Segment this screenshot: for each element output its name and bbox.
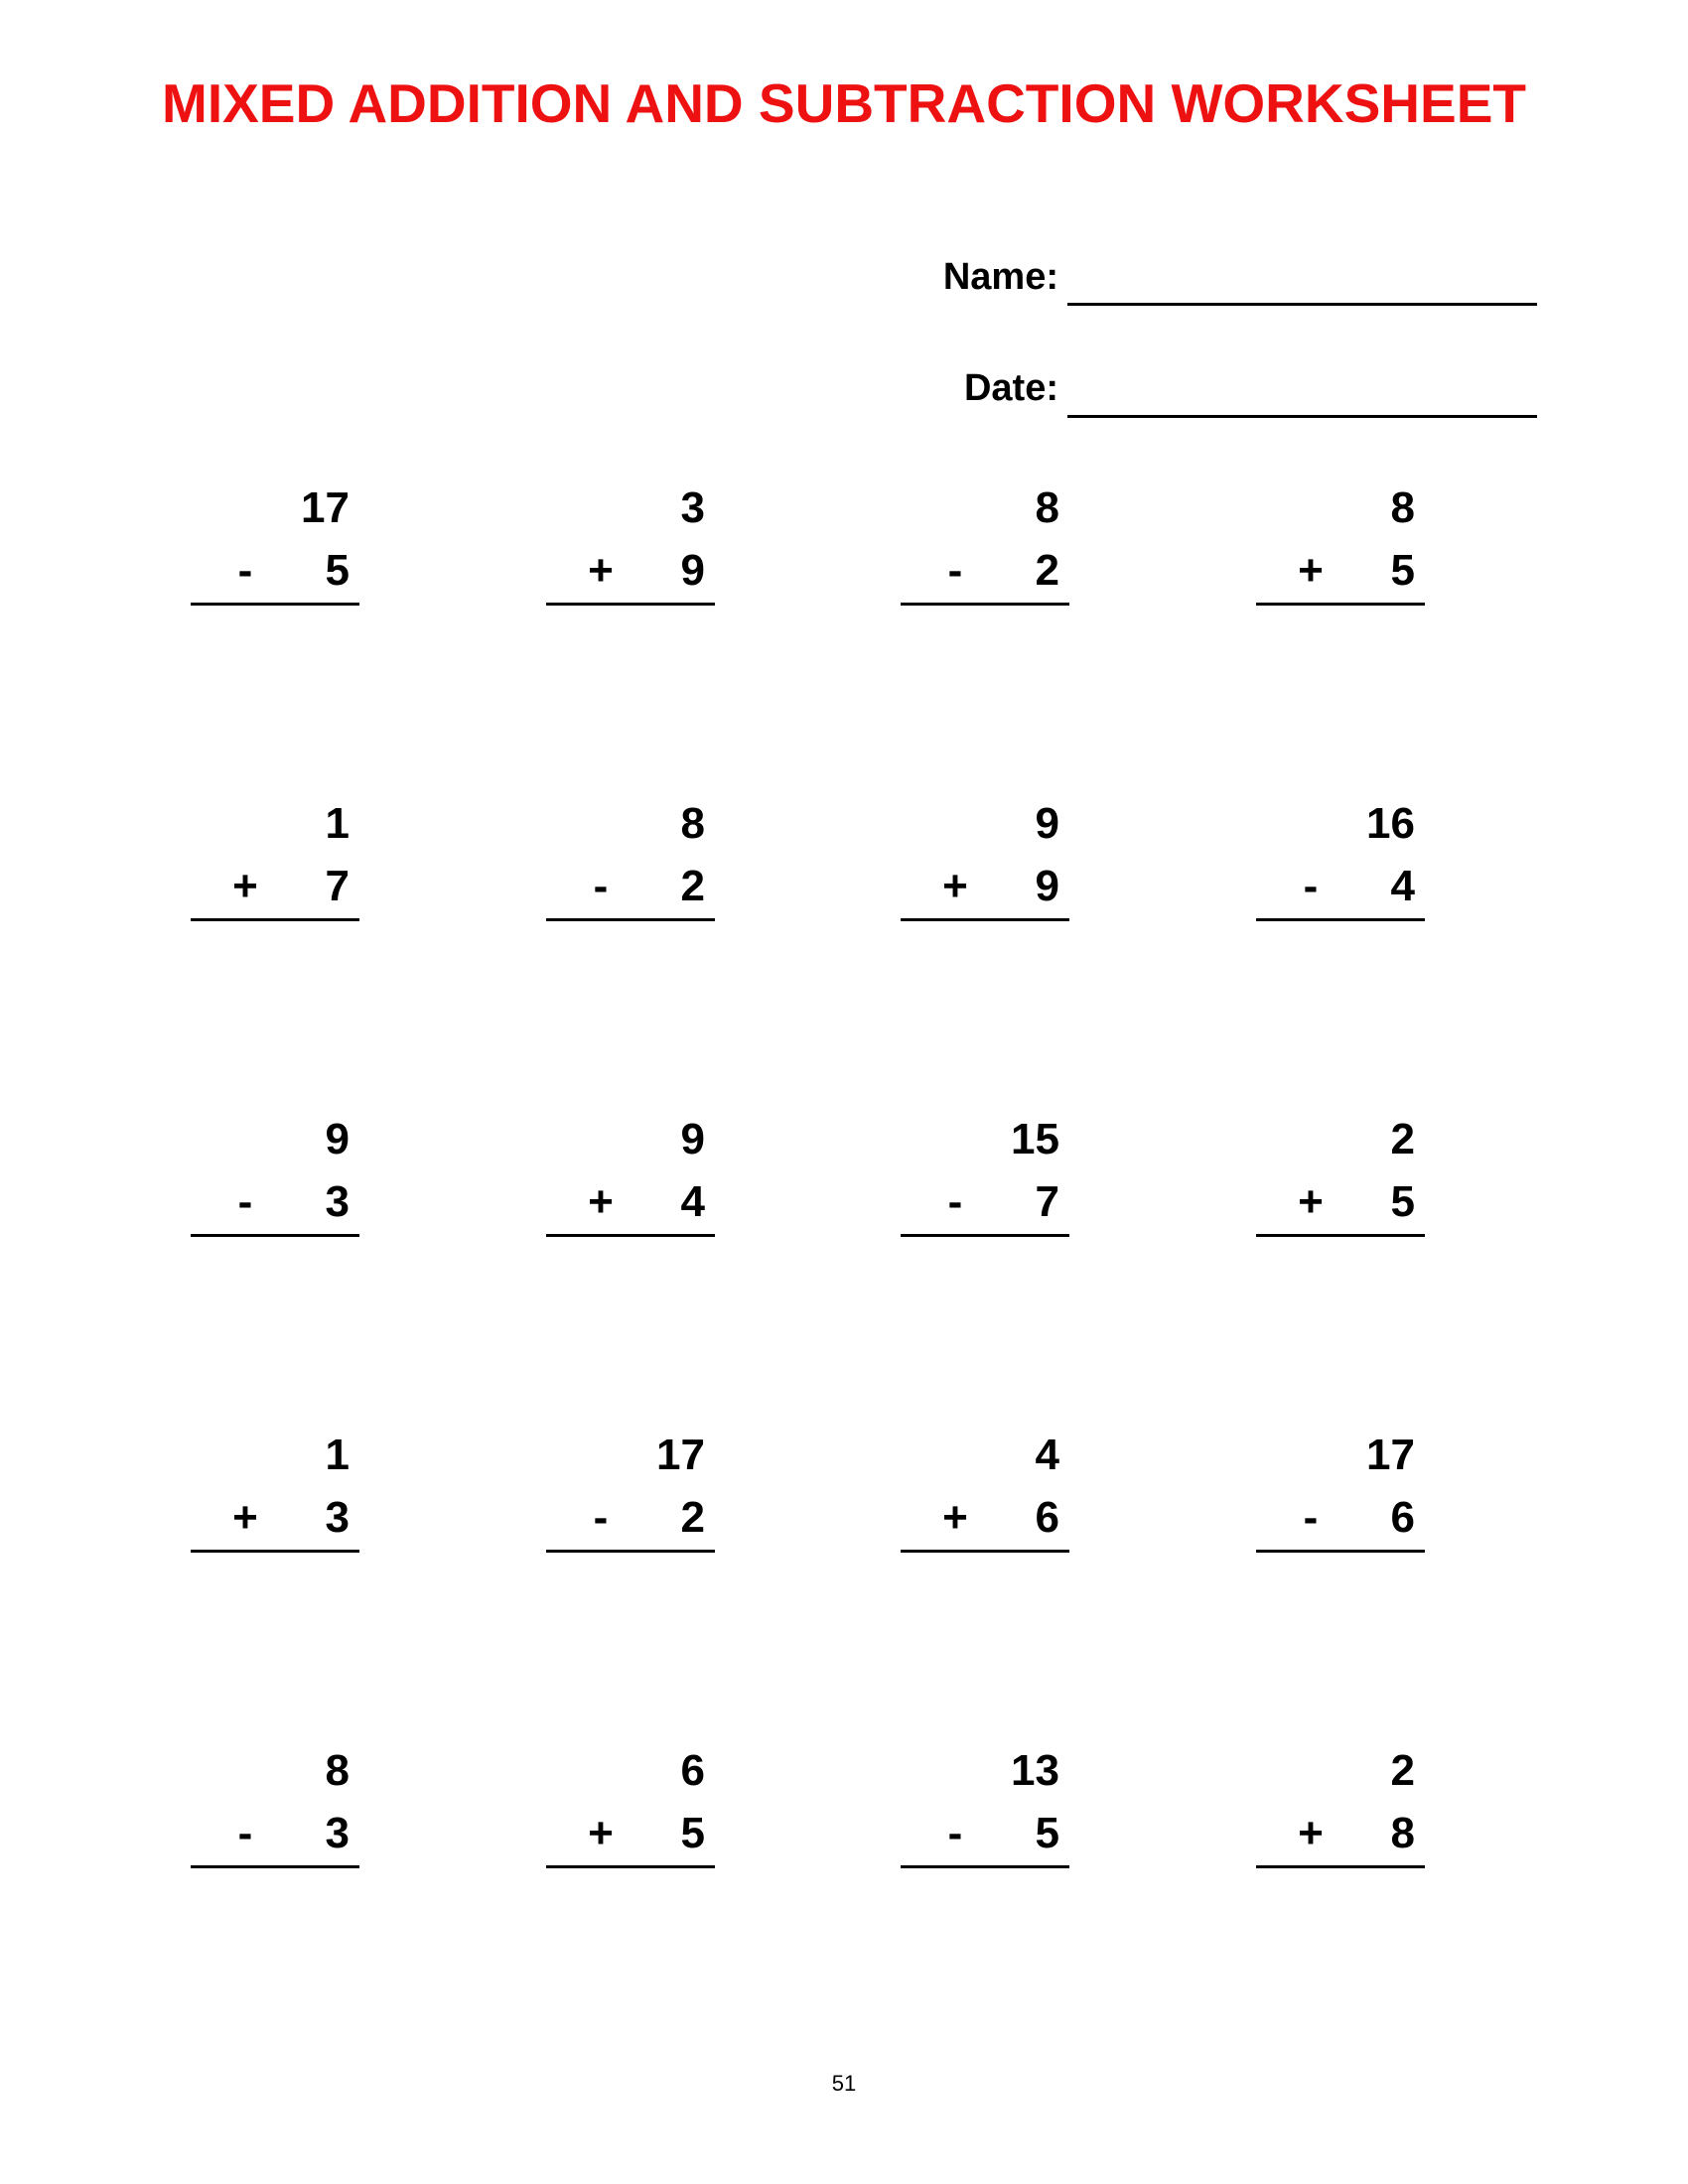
- bottom-number: 2: [1035, 546, 1059, 595]
- bottom-number: 7: [1035, 1177, 1059, 1226]
- answer-line[interactable]: [901, 603, 1069, 606]
- bottom-number: 4: [1390, 862, 1415, 910]
- answer-line[interactable]: [191, 1865, 359, 1868]
- top-number: 2: [1390, 1746, 1415, 1795]
- bottom-number: 5: [325, 546, 350, 595]
- bottom-number: 8: [1390, 1809, 1415, 1857]
- name-label: Name:: [942, 256, 1058, 298]
- problem-4: [1256, 483, 1425, 606]
- top-number: 13: [1011, 1746, 1059, 1795]
- operator: -: [593, 1493, 609, 1542]
- answer-line[interactable]: [901, 1550, 1069, 1553]
- answer-line[interactable]: [191, 603, 359, 606]
- date-field-line[interactable]: [1067, 415, 1537, 418]
- top-number: 8: [680, 799, 705, 848]
- bottom-number: 6: [1035, 1493, 1059, 1542]
- operator: +: [942, 1493, 968, 1542]
- bottom-number: 5: [1390, 1177, 1415, 1226]
- problem-14: [546, 1433, 715, 1553]
- bottom-number: 9: [1035, 862, 1059, 910]
- operator: -: [237, 546, 253, 595]
- bottom-number: 6: [1390, 1493, 1415, 1542]
- problem-15: [901, 1433, 1069, 1553]
- operator: +: [232, 1493, 258, 1542]
- problem-19: [901, 1746, 1069, 1868]
- operator: -: [947, 1177, 963, 1226]
- answer-line[interactable]: [901, 1234, 1069, 1237]
- problem-2: [546, 483, 715, 606]
- operator: +: [232, 862, 258, 910]
- answer-line[interactable]: [191, 1550, 359, 1553]
- top-number: 6: [680, 1746, 705, 1795]
- operator: -: [1303, 862, 1319, 910]
- bottom-number: 7: [325, 862, 350, 910]
- bottom-number: 3: [325, 1809, 350, 1857]
- problem-6: [546, 799, 715, 921]
- answer-line[interactable]: [546, 1234, 715, 1237]
- operator: -: [947, 1809, 963, 1857]
- answer-line[interactable]: [191, 918, 359, 921]
- top-number: 8: [325, 1746, 350, 1795]
- problem-13: [191, 1433, 359, 1553]
- top-number: 17: [301, 483, 350, 532]
- top-number: 16: [1366, 799, 1415, 848]
- date-label: Date:: [963, 367, 1058, 409]
- problem-7: [901, 799, 1069, 921]
- top-number: 1: [325, 1431, 350, 1479]
- top-number: 9: [680, 1115, 705, 1163]
- bottom-number: 5: [1390, 546, 1415, 595]
- problem-9: [191, 1115, 359, 1237]
- problem-18: [546, 1746, 715, 1868]
- answer-line[interactable]: [1256, 918, 1425, 921]
- answer-line[interactable]: [546, 918, 715, 921]
- operator: +: [942, 862, 968, 910]
- problem-8: [1256, 799, 1425, 921]
- bottom-number: 4: [680, 1177, 705, 1226]
- answer-line[interactable]: [1256, 1550, 1425, 1553]
- answer-line[interactable]: [901, 1865, 1069, 1868]
- bottom-number: 5: [680, 1809, 705, 1857]
- answer-line[interactable]: [1256, 1865, 1425, 1868]
- top-number: 1: [325, 799, 350, 848]
- problem-3: [901, 483, 1069, 606]
- answer-line[interactable]: [546, 603, 715, 606]
- bottom-number: 2: [680, 862, 705, 910]
- operator: -: [237, 1809, 253, 1857]
- problem-17: [191, 1746, 359, 1868]
- top-number: 3: [680, 483, 705, 532]
- top-number: 9: [1035, 799, 1059, 848]
- operator: +: [588, 1809, 614, 1857]
- worksheet-title: MIXED ADDITION AND SUBTRACTION WORKSHEET: [162, 72, 1526, 134]
- problem-5: [191, 799, 359, 921]
- answer-line[interactable]: [901, 918, 1069, 921]
- page-number: 51: [831, 2071, 857, 2096]
- top-number: 17: [656, 1431, 705, 1479]
- operator: +: [1298, 1809, 1324, 1857]
- bottom-number: 2: [680, 1493, 705, 1542]
- name-field-line[interactable]: [1067, 303, 1537, 306]
- operator: -: [947, 546, 963, 595]
- problem-10: [546, 1115, 715, 1237]
- operator: -: [237, 1177, 253, 1226]
- top-number: 15: [1011, 1115, 1059, 1163]
- top-number: 8: [1035, 483, 1059, 532]
- problem-16: [1256, 1433, 1425, 1553]
- problem-12: [1256, 1115, 1425, 1237]
- bottom-number: 3: [325, 1177, 350, 1226]
- bottom-number: 9: [680, 546, 705, 595]
- top-number: 4: [1035, 1431, 1059, 1479]
- problem-1: [191, 483, 359, 606]
- top-number: 17: [1366, 1431, 1415, 1479]
- top-number: 2: [1390, 1115, 1415, 1163]
- operator: +: [1298, 546, 1324, 595]
- bottom-number: 3: [325, 1493, 350, 1542]
- answer-line[interactable]: [1256, 1234, 1425, 1237]
- answer-line[interactable]: [1256, 603, 1425, 606]
- operator: -: [1303, 1493, 1319, 1542]
- answer-line[interactable]: [191, 1234, 359, 1237]
- operator: -: [593, 862, 609, 910]
- answer-line[interactable]: [546, 1865, 715, 1868]
- problem-20: [1256, 1746, 1425, 1868]
- top-number: 9: [325, 1115, 350, 1163]
- operator: +: [588, 546, 614, 595]
- operator: +: [588, 1177, 614, 1226]
- top-number: 8: [1390, 483, 1415, 532]
- problem-11: [901, 1115, 1069, 1237]
- operator: +: [1298, 1177, 1324, 1226]
- bottom-number: 5: [1035, 1809, 1059, 1857]
- answer-line[interactable]: [546, 1550, 715, 1553]
